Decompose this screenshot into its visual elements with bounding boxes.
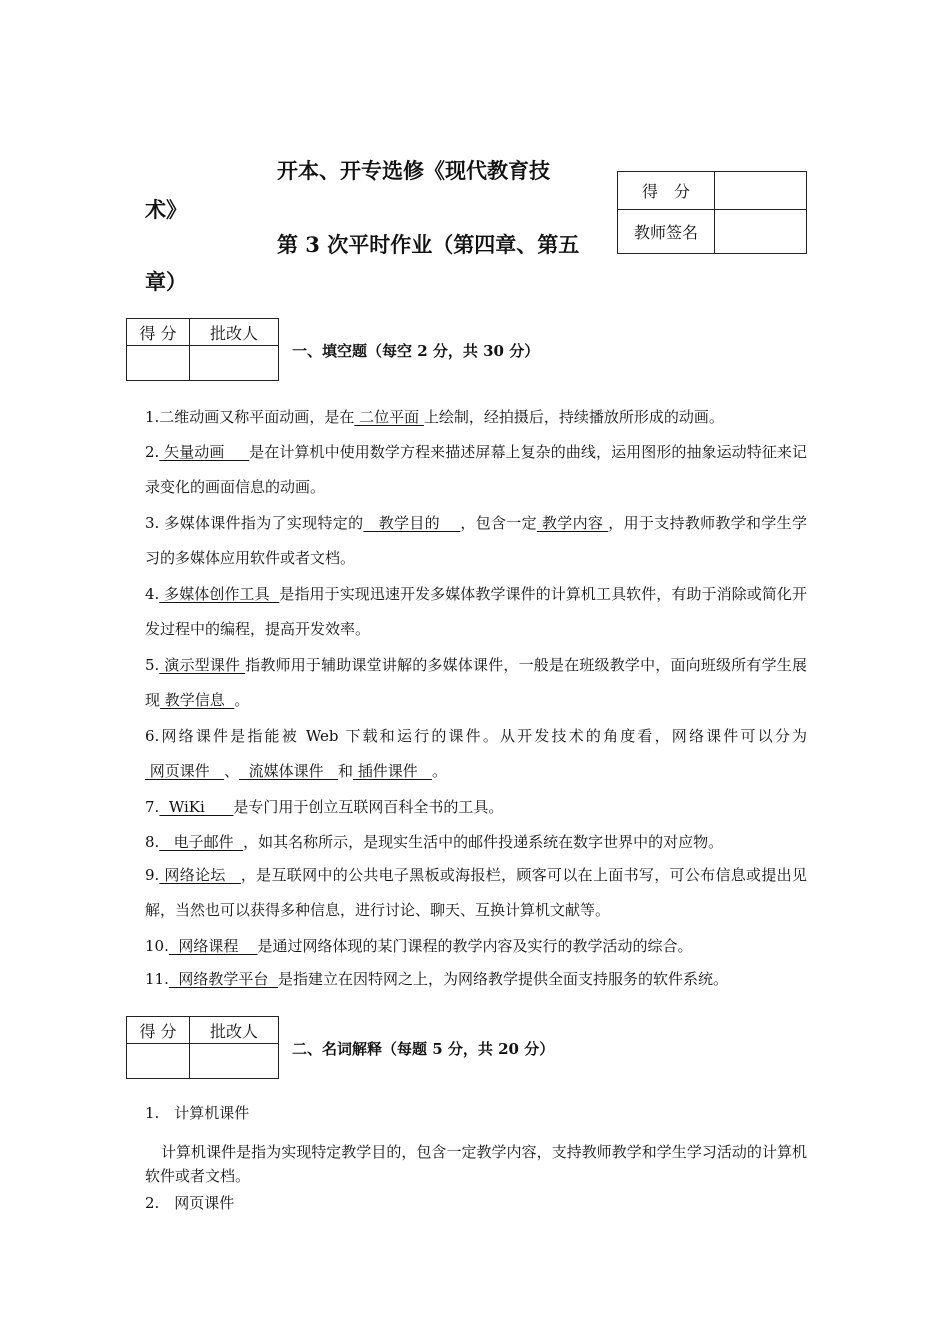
document-title-line1-wrap: 术》	[145, 197, 187, 222]
answer-blank: 教学目的	[363, 514, 461, 532]
question-1: 1.二维动画又称平面动画，是在 二位平面 上绘制，经拍摄后，持续播放所形成的动画。	[145, 408, 724, 426]
section1-heading: 一、填空题（每空 2 分，共 30 分）	[292, 342, 540, 360]
answer-blank: 二位平面	[354, 408, 424, 426]
score-cell[interactable]	[715, 172, 807, 210]
answer-blank: 演示型课件	[159, 656, 246, 674]
document-title-line2: 第 3 次平时作业（第四章、第五	[277, 232, 580, 257]
section2-score-table	[126, 1016, 279, 1079]
section1-grader-cell[interactable]	[190, 346, 279, 381]
answer-blank: 矢量动画	[159, 443, 250, 461]
question-7: 7. WiKi 是专门用于创立互联网百科全书的工具。	[145, 798, 504, 816]
question-9: 9. 网络论坛 ，是互联网中的公共电子黑板或海报栏，顾客可以在上面书写，可公布信息或提出见解，当然也可以获得多种信息，进行讨论、聊天、互换计算机文献等。	[145, 866, 807, 919]
answer-blank: 网络论坛	[159, 866, 241, 884]
answer-blank: 多媒体创作工具	[159, 585, 280, 603]
section1-grader-label: 批改人	[190, 319, 279, 346]
term-1-title: 1. 计算机课件	[145, 1104, 250, 1122]
question-4: 4. 多媒体创作工具 是指用于实现迅速开发多媒体教学课件的计算机工具软件，有助于消除或简化开发过程中的编程，提高开发效率。	[145, 585, 807, 638]
section2-grader-label: 批改人	[190, 1017, 279, 1044]
section1-score-cell[interactable]	[127, 346, 190, 381]
document-title-line1: 开本、开专选修《现代教育技	[277, 158, 550, 183]
question-10: 10. 网络课程 是通过网络体现的某门课程的教学内容及实行的教学活动的综合。	[145, 937, 693, 955]
section2-heading: 二、名词解释（每题 5 分，共 20 分）	[292, 1040, 555, 1058]
answer-blank: 教学内容	[536, 514, 609, 532]
question-6: 6.网络课件是指能被 Web 下载和运行的课件。从开发技术的角度看，网络课件可以分为 网页课件 、 流媒体课件 和 插件课件 。	[145, 727, 807, 780]
top-score-table	[617, 171, 807, 254]
question-3: 3. 多媒体课件指为了实现特定的 教学目的 ，包含一定 教学内容 ，用于支持教师教学和学生学习的多媒体应用软件或者文档。	[145, 514, 807, 567]
answer-blank: 网络教学平台	[168, 970, 278, 988]
question-5: 5. 演示型课件 指教师用于辅助课堂讲解的多媒体课件，一般是在班级教学中，面向班级所有学生展现 教学信息 。	[145, 656, 807, 709]
answer-blank: 电子邮件	[159, 833, 244, 851]
answer-blank: 网页课件	[145, 762, 225, 780]
score-label: 得 分	[618, 172, 715, 210]
question-2: 2. 矢量动画 是在计算机中使用数学方程来描述屏幕上复杂的曲线，运用图形的抽象运动特征来记录变化的画面信息的动画。	[145, 443, 807, 496]
teacher-signature-cell[interactable]	[715, 210, 807, 254]
section2-grader-cell[interactable]	[190, 1044, 279, 1079]
answer-blank: WiKi	[159, 798, 234, 816]
teacher-signature-label: 教师签名	[618, 210, 715, 254]
question-11: 11. 网络教学平台 是指建立在因特网之上，为网络教学提供全面支持服务的软件系统。	[145, 970, 728, 988]
document-title-line2-wrap: 章）	[145, 269, 187, 294]
answer-blank: 教学信息	[160, 691, 235, 709]
section1-score-table	[126, 318, 279, 381]
term-1-answer: 计算机课件是指为实现特定教学目的，包含一定教学内容，支持教师教学和学生学习活动的计算机软件或者文档。	[145, 1143, 807, 1185]
answer-blank: 流媒体课件	[239, 762, 338, 780]
answer-blank: 插件课件	[352, 762, 433, 780]
section1-score-label: 得 分	[127, 319, 190, 346]
answer-blank: 网络课程	[168, 937, 258, 955]
section2-score-cell[interactable]	[127, 1044, 190, 1079]
question-8: 8. 电子邮件 ，如其名称所示，是现实生活中的邮件投递系统在数字世界中的对应物。	[145, 833, 724, 851]
term-2-title: 2. 网页课件	[145, 1194, 235, 1212]
section2-score-label: 得 分	[127, 1017, 190, 1044]
